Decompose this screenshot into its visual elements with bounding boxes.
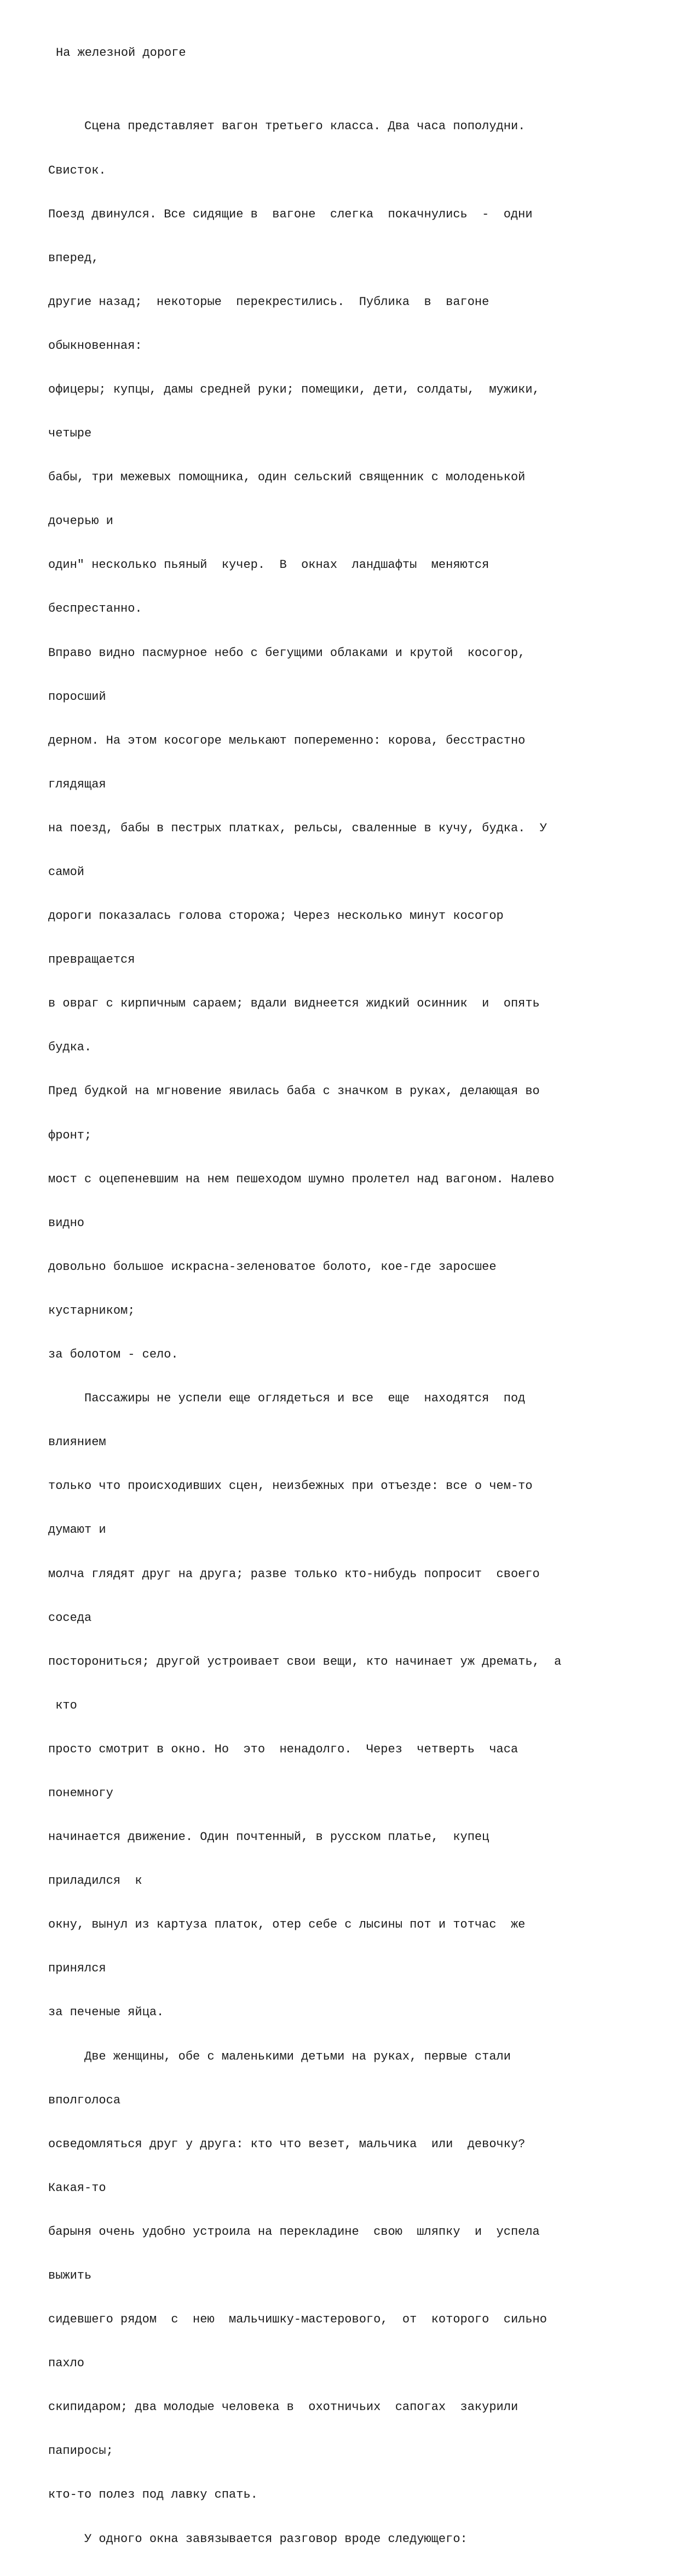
- text-line: влиянием: [48, 1435, 106, 1450]
- text-line: Какая-то: [48, 2181, 106, 2195]
- text-line: четыре: [48, 427, 92, 441]
- text-line: кто-то полез под лавку спать.: [48, 2488, 258, 2502]
- text-line: беспрестанно.: [48, 602, 142, 616]
- text-line: окну, вынул из картуза платок, отер себе с лысины пот и тотчас же: [48, 1918, 526, 1932]
- text-line: соседа: [48, 1611, 92, 1625]
- text-line: начинается движение. Один почтенный, в русском платье, купец: [48, 1830, 489, 1844]
- text-line: Свисток.: [48, 163, 106, 177]
- text-line: У одного окна завязывается разговор вроде следующего:: [48, 2532, 468, 2546]
- text-line: вполголоса: [48, 2093, 121, 2107]
- text-line: только что происходивших сцен, неизбежных при отъезде: все о чем-то: [48, 1479, 533, 1493]
- text-line: думают и: [48, 1523, 106, 1537]
- document-title: На железной дороге: [56, 46, 186, 60]
- text-line: за печеные яйца.: [48, 2005, 164, 2020]
- text-line: дочерью и: [48, 514, 113, 528]
- text-line: офицеры; купцы, дамы средней руки; помещики, дети, солдаты, мужики,: [48, 382, 540, 396]
- text-line: Поезд двинулся. Все сидящие в вагоне слегка покачнулись - одни: [48, 207, 533, 221]
- text-line: просто смотрит в окно. Но это ненадолго. Через четверть часа: [48, 1742, 518, 1756]
- text-line: фронт;: [48, 1128, 92, 1142]
- text-line: другие назад; некоторые перекрестились. Публика в вагоне: [48, 295, 489, 309]
- text-line: понемногу: [48, 1786, 113, 1800]
- text-line: молча глядят друг на друга; разве только кто-нибудь попросит своего: [48, 1567, 540, 1581]
- text-line: Пред будкой на мгновение явилась баба с значком в руках, делающая во: [48, 1084, 540, 1099]
- text-line: за болотом - село.: [48, 1348, 178, 1362]
- text-line: Сцена представляет вагон третьего класса. Два часа пополудни.: [48, 119, 526, 134]
- text-line: бабы, три межевых помощника, один сельский священник с молоденькой: [48, 470, 526, 485]
- text-line: поросший: [48, 689, 106, 704]
- text-line: глядящая: [48, 777, 106, 791]
- text-line: осведомляться друг у друга: кто что везет, мальчика или девочку?: [48, 2137, 526, 2151]
- text-line: барыня очень удобно устроила на перекладине свою шляпку и успела: [48, 2224, 540, 2239]
- text-line: в овраг с кирпичным сараем; вдали виднеется жидкий осинник и опять: [48, 997, 540, 1011]
- text-line: приладился к: [48, 1874, 142, 1888]
- text-line: один" несколько пьяный кучер. В окнах ландшафты меняются: [48, 558, 489, 572]
- text-line: пахло: [48, 2356, 85, 2371]
- text-line: довольно большое искрасна-зеленоватое болото, кое-где заросшее: [48, 1260, 497, 1274]
- text-line: Вправо видно пасмурное небо с бегущими облаками и крутой косогор,: [48, 646, 526, 660]
- text-line: папиросы;: [48, 2444, 113, 2458]
- text-line: обыкновенная:: [48, 338, 142, 353]
- text-line: выжить: [48, 2269, 92, 2282]
- text-line: Пассажиры не успели еще оглядеться и все еще находятся под: [48, 1392, 526, 1406]
- text-line: на поезд, бабы в пестрых платках, рельсы, сваленные в кучу, будка. У: [48, 821, 547, 835]
- text-line: посторониться; другой устроивает свои вещи, кто начинает уж дремать, а: [48, 1654, 562, 1669]
- text-line: Две женщины, обе с маленькими детьми на руках, первые стали: [48, 2049, 511, 2063]
- text-line: мост с оцепеневшим на нем пешеходом шумно пролетел над вагоном. Налево: [48, 1172, 555, 1186]
- text-line: будка.: [48, 1040, 92, 1055]
- text-line: кто: [48, 1698, 77, 1712]
- text-line: превращается: [48, 953, 135, 967]
- text-line: кустарником;: [48, 1303, 135, 1318]
- text-line: вперед,: [48, 251, 99, 265]
- text-line: принялся: [48, 1962, 106, 1976]
- document-body: [48, 90, 561, 2576]
- text-line: видно: [48, 1216, 85, 1230]
- text-line: дерном. На этом косогоре мелькают попеременно: корова, бесстрастно: [48, 733, 526, 748]
- text-line: скипидаром; два молодые человека в охотничьих сапогах закурили: [48, 2400, 518, 2414]
- text-line: дороги показалась голова сторожа; Через несколько минут косогор: [48, 909, 504, 923]
- text-line: самой: [48, 865, 85, 879]
- text-line: сидевшего рядом с нею мальчишку-мастерового, от которого сильно: [48, 2313, 547, 2327]
